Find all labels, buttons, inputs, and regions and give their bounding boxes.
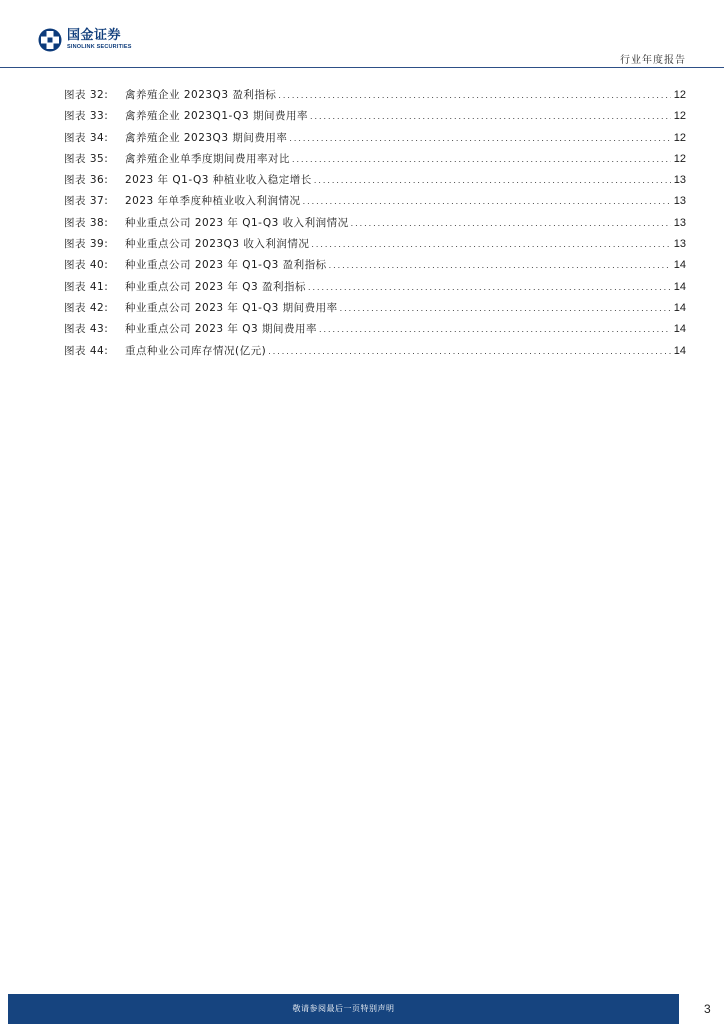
toc-dot-leader [268,346,671,356]
toc-dot-leader [292,154,671,164]
report-type-label: 行业年度报告 [620,55,686,66]
toc-entry[interactable] [64,108,686,129]
logo-chinese-name: 国金证券 [67,28,122,44]
toc-entry-page[interactable]: 14 [673,280,686,293]
toc-dot-leader [340,303,671,313]
page-number: 3 [704,1002,711,1016]
sinolink-logo-icon [38,28,62,52]
toc-entry[interactable] [64,215,686,236]
toc-entry[interactable] [64,321,686,342]
toc-entry[interactable] [64,279,686,300]
toc-entry[interactable] [64,130,686,151]
toc-entry-page[interactable]: 14 [673,344,686,357]
toc-entry-title[interactable]: 种业重点公司 2023 年 Q3 期间费用率 [125,323,318,336]
toc-entry-title[interactable]: 种业重点公司 2023 年 Q3 盈利指标 [125,280,307,293]
page-header [0,0,724,68]
toc-dot-leader [303,196,671,206]
toc-dot-leader [310,111,671,121]
toc-entry-title[interactable]: 禽养殖企业 2023Q1-Q3 期间费用率 [125,110,308,123]
company-logo [38,28,132,52]
toc-entry-label: 图表 43: [64,323,109,336]
toc-entry-title[interactable]: 禽养殖企业 2023Q3 盈利指标 [125,89,277,101]
toc-entry-label: 图表 34: [64,131,109,144]
toc-entry-title[interactable]: 禽养殖企业 2023Q3 期间费用率 [125,131,288,144]
toc-entry-page[interactable]: 14 [673,259,686,272]
toc-entry-page[interactable]: 14 [673,301,686,314]
toc-entry-title[interactable]: 种业重点公司 2023Q3 收入利润情况 [125,238,310,251]
toc-entry-label: 图表 35: [64,152,109,165]
toc-entry-page[interactable]: 14 [673,323,686,336]
toc-entry-label: 图表 38: [64,216,109,229]
toc-entry-label: 图表 39: [64,238,109,251]
toc-entry-page[interactable]: 12 [673,110,686,123]
footer-disclaimer[interactable]: 敬请参阅最后一页特别声明 [292,1004,395,1013]
toc-entry-page[interactable]: 12 [673,89,686,101]
logo-english-name: SINOLINK SECURITIES [67,44,132,51]
toc-dot-leader [289,133,670,143]
toc-entry-label: 图表 44: [64,344,109,357]
toc-entry-label: 图表 40: [64,259,109,272]
toc-entry-page[interactable]: 12 [673,131,686,144]
toc-entry[interactable] [64,300,686,321]
toc-dot-leader [314,175,671,185]
toc-entry[interactable] [64,343,686,364]
toc-entry-title[interactable]: 种业重点公司 2023 年 Q1-Q3 期间费用率 [125,301,338,314]
toc-entry-label: 图表 37: [64,195,109,208]
toc-entry[interactable] [64,236,686,257]
toc-entry-page[interactable]: 13 [673,238,686,251]
toc-entry-label: 图表 36: [64,174,109,187]
toc-entry-title[interactable]: 重点种业公司库存情况(亿元) [125,344,267,357]
toc-entry[interactable] [64,87,686,108]
toc-entry-title[interactable]: 2023 年单季度种植业收入利润情况 [125,195,301,208]
toc-entry-label: 图表 32: [64,89,109,101]
toc-entry-title[interactable]: 禽养殖企业单季度期间费用率对比 [125,152,290,165]
toc-dot-leader [351,218,671,228]
toc-dot-leader [278,90,670,100]
toc-entry-label: 图表 42: [64,301,109,314]
toc-dot-leader [329,260,671,270]
toc-entry-label: 图表 33: [64,110,109,123]
toc-entry-page[interactable]: 13 [673,195,686,208]
toc-entry-label: 图表 41: [64,280,109,293]
toc-entry-title[interactable]: 2023 年 Q1-Q3 种植业收入稳定增长 [125,174,312,187]
toc-entry[interactable] [64,257,686,278]
toc-dot-leader [311,239,670,249]
toc-entry[interactable] [64,151,686,172]
toc-entry[interactable] [64,193,686,214]
toc-entry-title[interactable]: 种业重点公司 2023 年 Q1-Q3 盈利指标 [125,259,327,272]
page-footer [8,994,716,1024]
toc-entry[interactable] [64,172,686,193]
header-divider [0,67,724,68]
toc-entry-title[interactable]: 种业重点公司 2023 年 Q1-Q3 收入利润情况 [125,216,349,229]
toc-entry-page[interactable]: 13 [673,174,686,187]
toc-dot-leader [308,282,671,292]
table-of-figures [64,87,686,364]
toc-dot-leader [319,324,671,334]
toc-entry-page[interactable]: 12 [673,152,686,165]
toc-entry-page[interactable]: 13 [673,216,686,229]
